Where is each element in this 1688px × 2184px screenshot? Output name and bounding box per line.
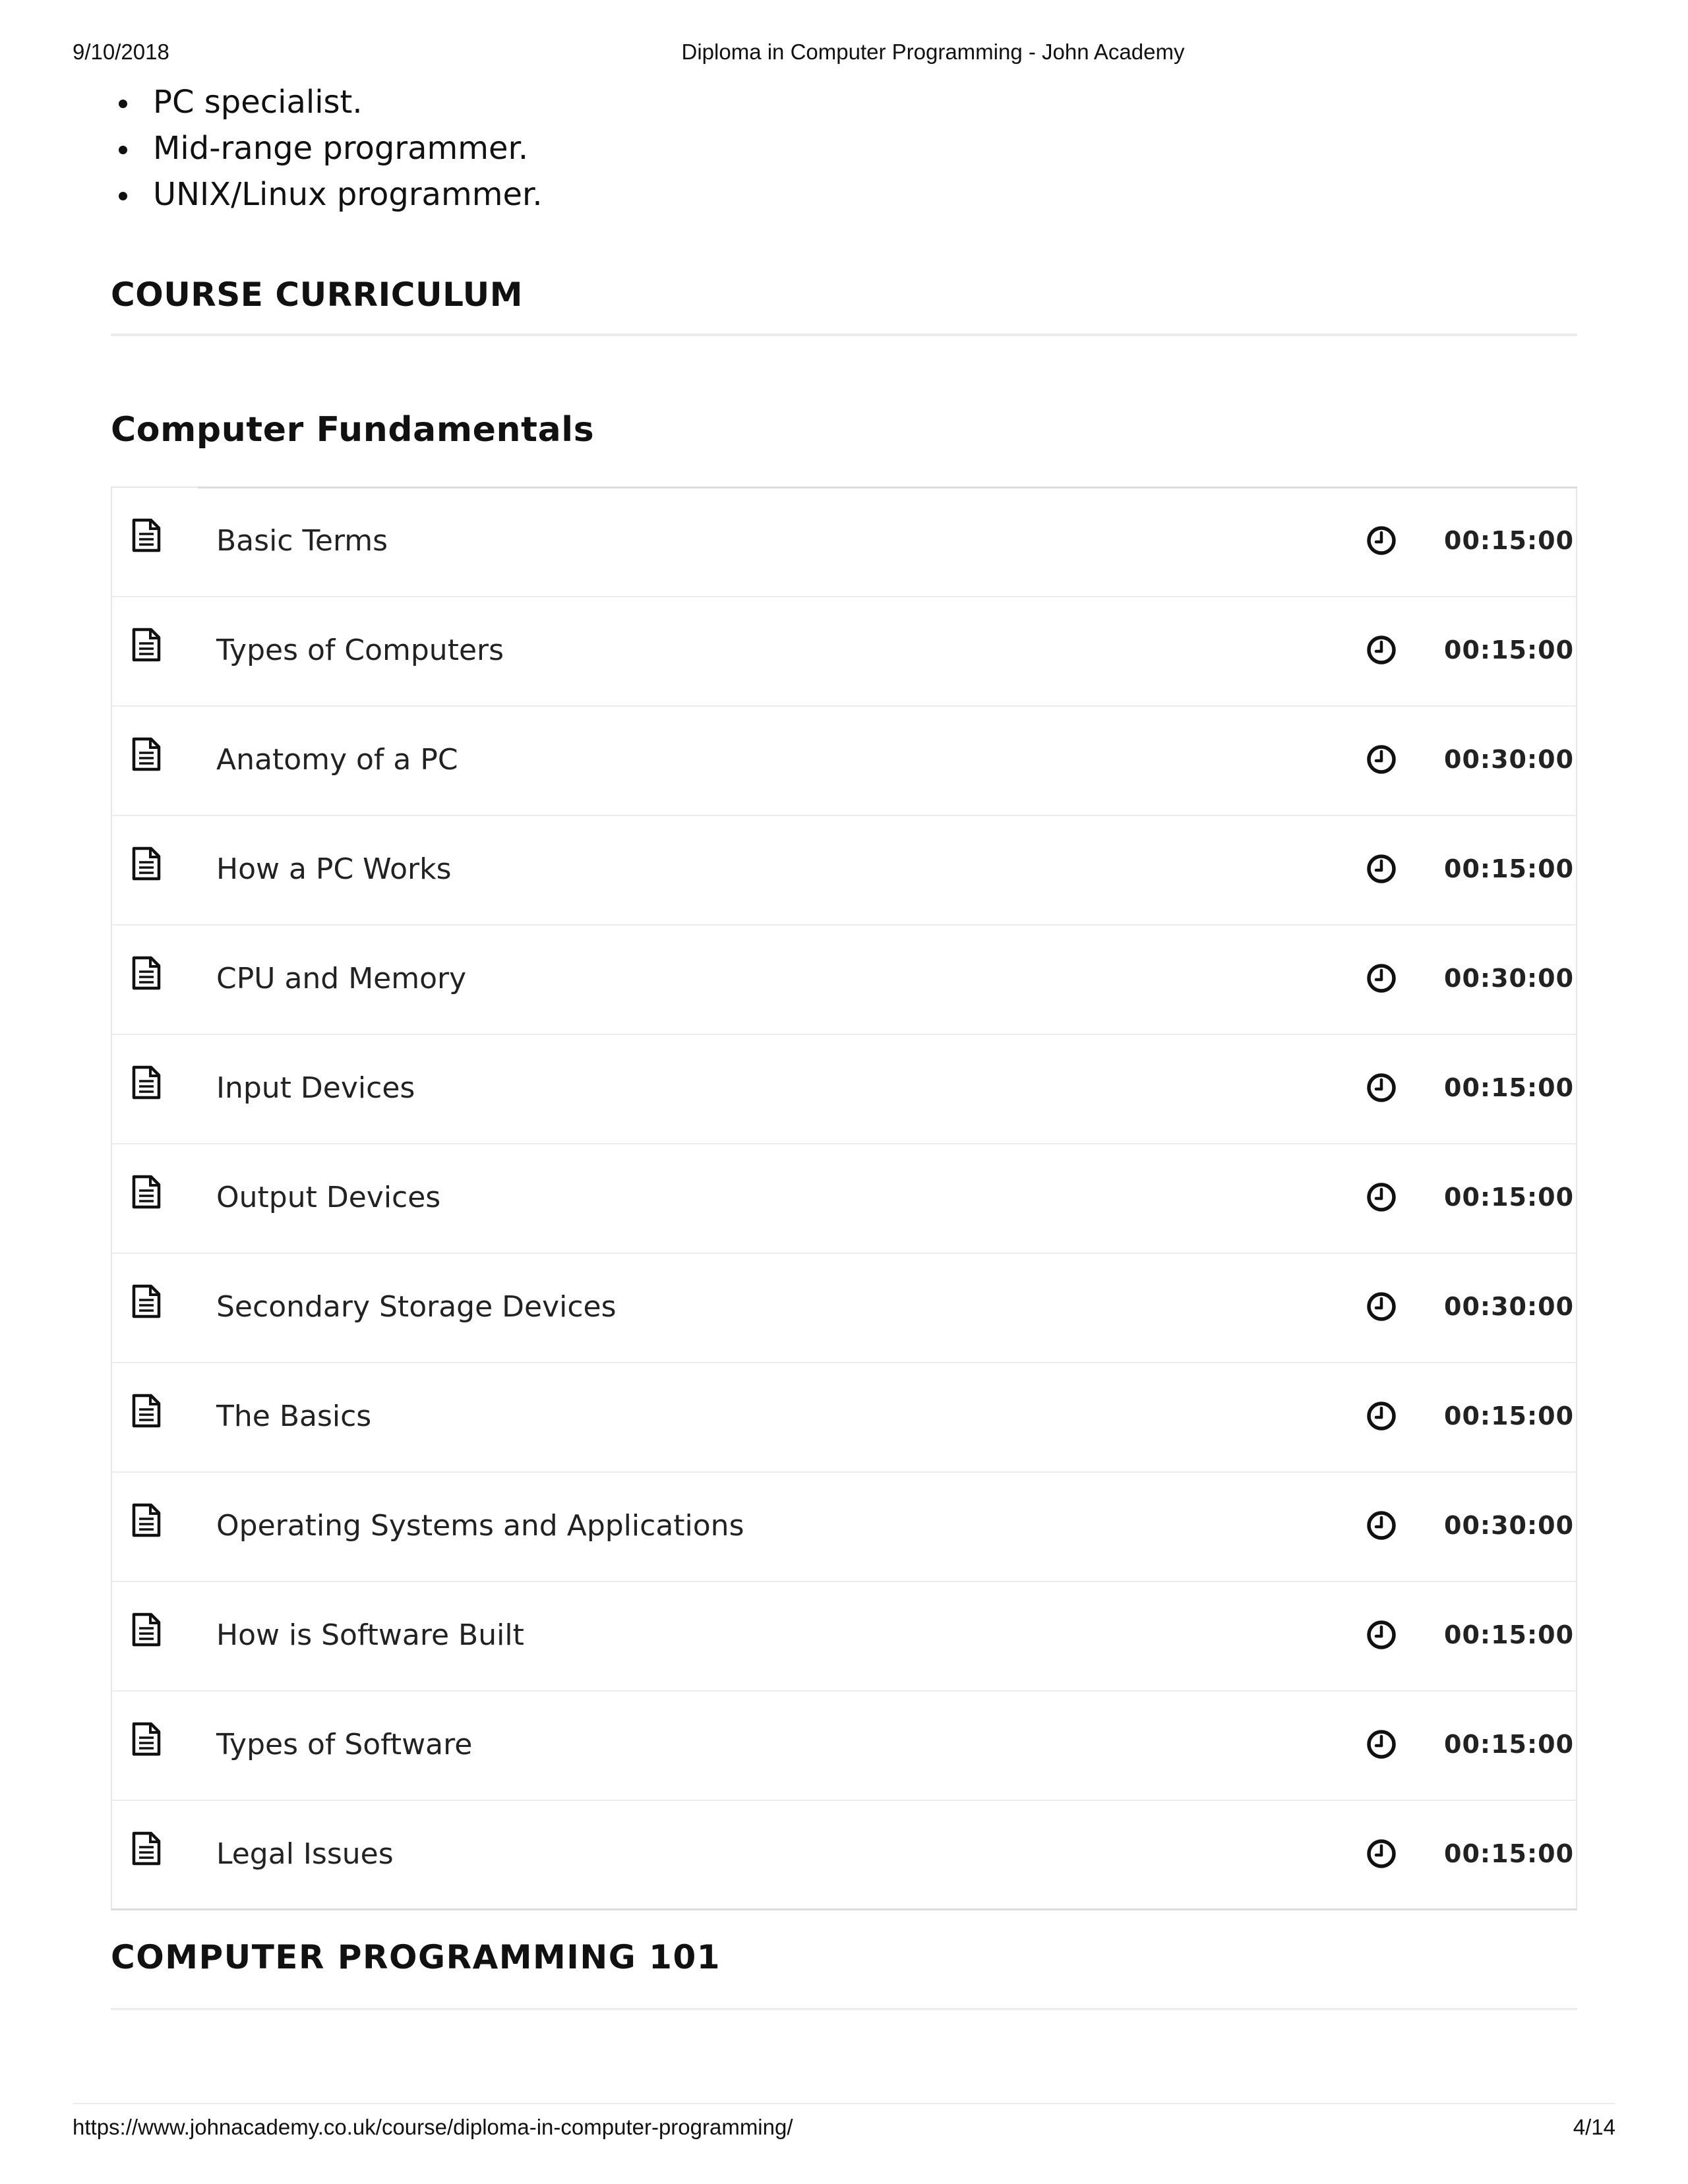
lesson-row[interactable]	[112, 597, 1576, 707]
lesson-duration: 00:15:00	[1444, 1402, 1575, 1431]
course-curriculum-heading: COURSE CURRICULUM	[111, 276, 524, 314]
curriculum-divider	[111, 334, 1577, 336]
clock-icon	[1365, 1509, 1398, 1542]
lesson-duration: 00:30:00	[1444, 1292, 1575, 1321]
lesson-duration: 00:30:00	[1444, 745, 1575, 774]
lesson-title[interactable]: The Basics	[216, 1400, 372, 1433]
lesson-title[interactable]: CPU and Memory	[216, 962, 467, 995]
lesson-list	[111, 487, 1577, 1910]
lesson-title[interactable]: Operating Systems and Applications	[216, 1509, 744, 1543]
lesson-title[interactable]: Basic Terms	[216, 524, 388, 558]
bullet-item: UNIX/Linux programmer.	[112, 171, 543, 218]
lesson-title[interactable]: How a PC Works	[216, 852, 452, 886]
print-date: 9/10/2018	[73, 40, 169, 64]
lesson-row[interactable]	[112, 1692, 1576, 1801]
lesson-row[interactable]	[112, 1035, 1576, 1144]
document-icon	[131, 1065, 162, 1100]
page-url: https://www.johnacademy.co.uk/course/diploma-in-computer-programming/	[73, 2115, 793, 2139]
lesson-duration: 00:15:00	[1444, 1730, 1575, 1759]
lesson-title[interactable]: Input Devices	[216, 1071, 415, 1105]
lesson-title[interactable]: Legal Issues	[216, 1837, 394, 1871]
document-icon	[131, 1612, 162, 1647]
lesson-duration: 00:15:00	[1444, 1073, 1575, 1102]
lesson-row[interactable]	[112, 816, 1576, 926]
bullet-item: PC specialist.	[112, 79, 543, 125]
lesson-duration: 00:15:00	[1444, 1183, 1575, 1212]
lesson-row[interactable]	[112, 488, 1576, 597]
clock-icon	[1365, 1728, 1398, 1761]
lesson-duration: 00:15:00	[1444, 854, 1575, 883]
print-page-title: Diploma in Computer Programming - John Academy	[681, 40, 1185, 64]
lesson-duration: 00:15:00	[1444, 635, 1575, 664]
clock-icon	[1365, 852, 1398, 885]
lesson-row[interactable]	[112, 707, 1576, 816]
lesson-title[interactable]: Anatomy of a PC	[216, 743, 458, 777]
clock-icon	[1365, 634, 1398, 666]
lesson-title[interactable]: Secondary Storage Devices	[216, 1290, 617, 1324]
clock-icon	[1365, 743, 1398, 776]
lesson-row[interactable]	[112, 1144, 1576, 1254]
footer-divider	[73, 2103, 1615, 2104]
clock-icon	[1365, 1618, 1398, 1651]
clock-icon	[1365, 962, 1398, 995]
clock-icon	[1365, 1181, 1398, 1214]
document-icon	[131, 628, 162, 662]
document-icon	[131, 956, 162, 990]
lesson-row[interactable]	[112, 1363, 1576, 1473]
lesson-title[interactable]: Types of Computers	[216, 634, 504, 667]
lesson-duration: 00:30:00	[1444, 1511, 1575, 1540]
lesson-title[interactable]: How is Software Built	[216, 1618, 524, 1652]
document-icon	[131, 1831, 162, 1866]
lesson-duration: 00:30:00	[1444, 964, 1575, 993]
lesson-duration: 00:15:00	[1444, 526, 1575, 555]
document-icon	[131, 737, 162, 771]
document-icon	[131, 518, 162, 552]
document-icon	[131, 1394, 162, 1428]
lesson-row[interactable]	[112, 1582, 1576, 1692]
document-icon	[131, 1284, 162, 1318]
module-title[interactable]: Computer Fundamentals	[111, 410, 595, 450]
document-icon	[131, 1503, 162, 1537]
clock-icon	[1365, 524, 1398, 557]
clock-icon	[1365, 1071, 1398, 1104]
next-section-divider	[111, 2008, 1577, 2010]
lesson-row[interactable]	[112, 1801, 1576, 1910]
lesson-duration: 00:15:00	[1444, 1839, 1575, 1868]
bullet-item: Mid-range programmer.	[112, 125, 543, 171]
clock-icon	[1365, 1290, 1398, 1323]
document-icon	[131, 1175, 162, 1209]
clock-icon	[1365, 1837, 1398, 1870]
lesson-duration: 00:15:00	[1444, 1620, 1575, 1649]
lesson-row[interactable]	[112, 926, 1576, 1035]
document-icon	[131, 1722, 162, 1756]
career-bullet-list	[112, 79, 543, 218]
lesson-title[interactable]: Types of Software	[216, 1728, 473, 1761]
page-number: 4/14	[1573, 2115, 1615, 2139]
document-icon	[131, 846, 162, 881]
clock-icon	[1365, 1400, 1398, 1432]
lesson-title[interactable]: Output Devices	[216, 1181, 441, 1214]
next-section-heading[interactable]: COMPUTER PROGRAMMING 101	[111, 1938, 721, 1976]
lesson-row[interactable]	[112, 1473, 1576, 1582]
print-header	[0, 40, 1688, 69]
lesson-row[interactable]	[112, 1254, 1576, 1363]
print-footer	[0, 2115, 1688, 2144]
